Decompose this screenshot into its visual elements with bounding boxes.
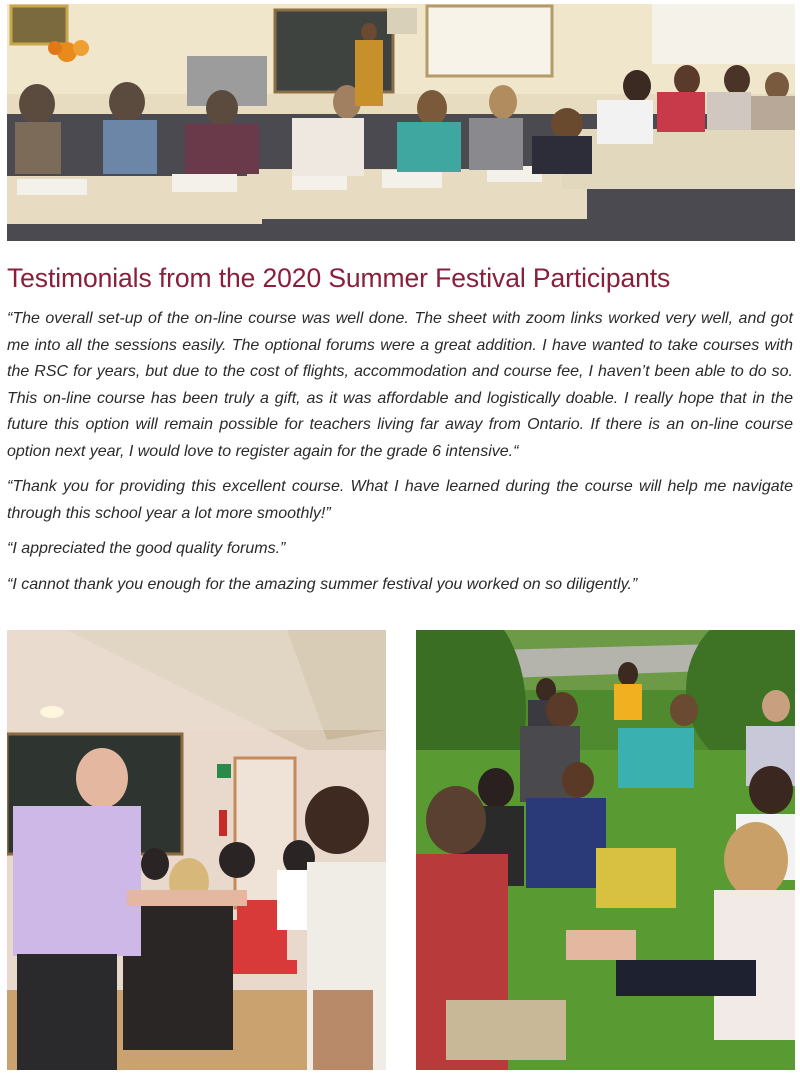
outdoor-group-photo (416, 630, 795, 1070)
testimonial-quote: “The overall set-up of the on-line course was well done. The sheet with zoom links worked very well, and got me into all the sessions easily. The optional forums were a great addition. I have wanted to take courses with the RSC for years, but due to the cost of flights, accommodation and course fee, I haven’t been able to do so. This on-line course has been truly a gift, as it was affordable and logistically doable. I really hope that in the future this option will remain possible for teachers living far away from Ontario. If there is an on-line course option next year, I would love to register again for the grade 6 intensive.“ (7, 310, 793, 460)
testimonial-quote: “I cannot thank you enough for the amazing summer festival you worked on so diligently.” (7, 575, 638, 593)
testimonial-quote: “I appreciated the good quality forums.” (7, 540, 286, 557)
testimonial-quote: “Thank you for providing this excellent course. What I have learned during the course will help me navigate through this school year a lot more smoothly!” (7, 478, 793, 522)
handshake-photo (7, 630, 386, 1070)
classroom-drawing-photo (7, 4, 795, 241)
testimonials-list (7, 306, 793, 607)
page-title: Testimonials from the 2020 Summer Festival Participants (7, 263, 671, 293)
